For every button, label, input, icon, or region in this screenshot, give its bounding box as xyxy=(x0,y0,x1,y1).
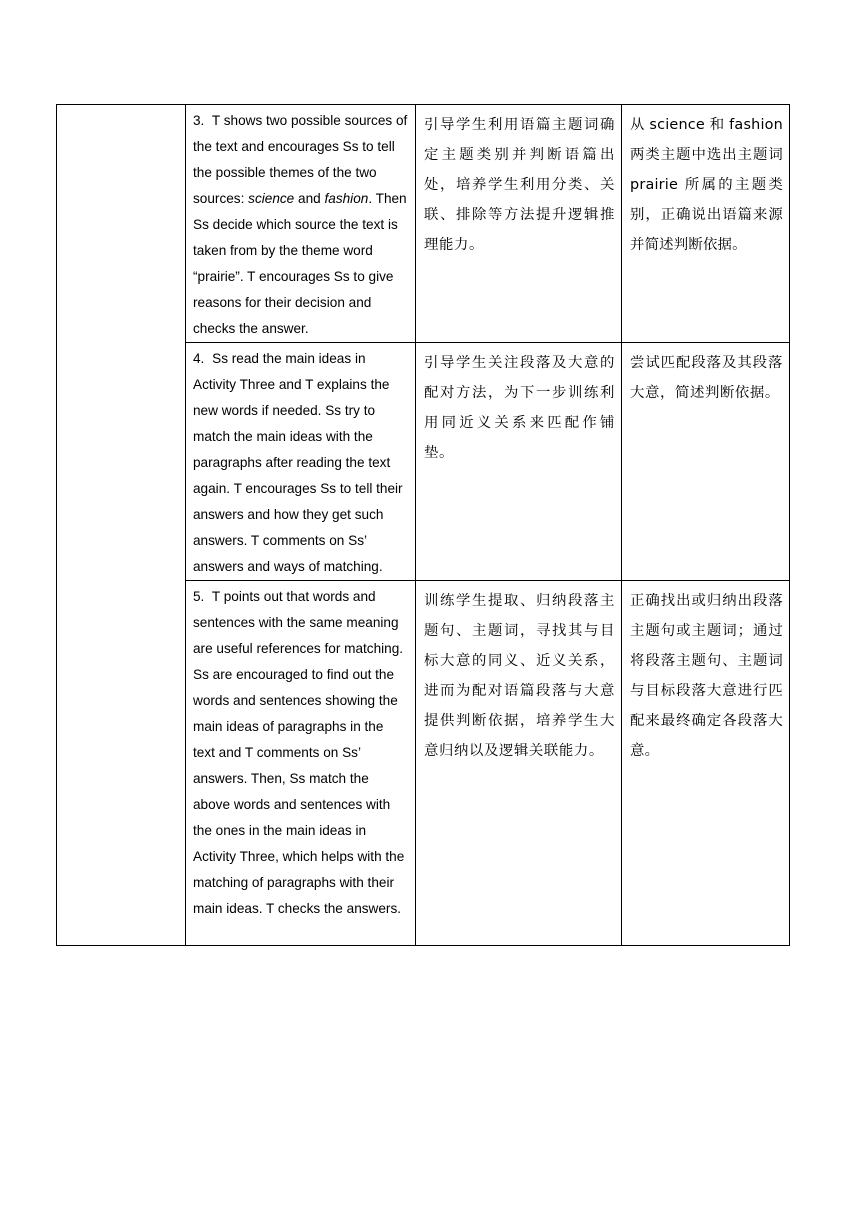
step-number: 3. xyxy=(193,113,205,128)
activity-cell xyxy=(186,105,416,343)
evaluation-text: 正确找出或归纳出段落主题句或主题词；通过将段落主题句、主题词与目标段落大意进行匹配来最终确定各段落大意。 xyxy=(630,593,783,759)
purpose-cell xyxy=(416,581,622,946)
evaluation-cell xyxy=(622,105,790,343)
activity-cell xyxy=(186,343,416,581)
step-number: 5. xyxy=(193,589,205,604)
purpose-text: 训练学生提取、归纳段落主题句、主题词，寻找其与目标大意的同义、近义关系，进而为配对语篇段落与大意提供判断依据，培养学生大意归纳以及逻辑关联能力。 xyxy=(424,593,615,759)
activity-term-science: science xyxy=(248,191,295,206)
activity-text-continued: . Then Ss decide which source the text is taken from by the theme word “prairie”. T encourages Ss to give reasons for their decision and checks the answer. xyxy=(193,191,407,336)
activity-text: T points out that words and sentences with the same meaning are useful references for matching. Ss are encouraged to find out the words and sentences showing the main ideas of paragraphs in the text and T comments on Ss’ answers. Then, Ss match the above words and sentences with the ones in the main ideas in Activity Three, which helps with the matching of paragraphs with their main ideas. T checks the answers. xyxy=(193,589,405,916)
activity-cell xyxy=(186,581,416,946)
table-row xyxy=(57,105,790,343)
activity-term-fashion: fashion xyxy=(324,191,369,206)
activity-text-conjunction: and xyxy=(294,191,325,206)
step-number: 4. xyxy=(193,351,205,366)
evaluation-cell xyxy=(622,343,790,581)
purpose-text: 引导学生关注段落及大意的配对方法，为下一步训练利用同近义关系来匹配作铺垫。 xyxy=(424,355,615,461)
purpose-text: 引导学生利用语篇主题词确定主题类别并判断语篇出处，培养学生利用分类、关联、排除等方法提升逻辑推理能力。 xyxy=(424,117,615,253)
evaluation-text: 从 science 和 fashion 两类主题中选出主题词 prairie 所属的主题类别，正确说出语篇来源并简述判断依据。 xyxy=(630,117,783,253)
activity-text: T shows two possible sources of the text and encourages Ss to tell the possible themes of the two sources: xyxy=(193,113,408,206)
purpose-cell xyxy=(416,343,622,581)
evaluation-text: 尝试匹配段落及其段落大意，简述判断依据。 xyxy=(630,355,783,401)
purpose-cell xyxy=(416,105,622,343)
evaluation-cell xyxy=(622,581,790,946)
lesson-plan-table xyxy=(56,104,790,946)
stage-cell xyxy=(57,105,186,946)
activity-text: Ss read the main ideas in Activity Three and T explains the new words if needed. Ss try to match the main ideas with the paragraphs after reading the text again. T encourages Ss to tell their answers and how they get such answers. T comments on Ss’ answers and ways of matching. xyxy=(193,351,403,574)
